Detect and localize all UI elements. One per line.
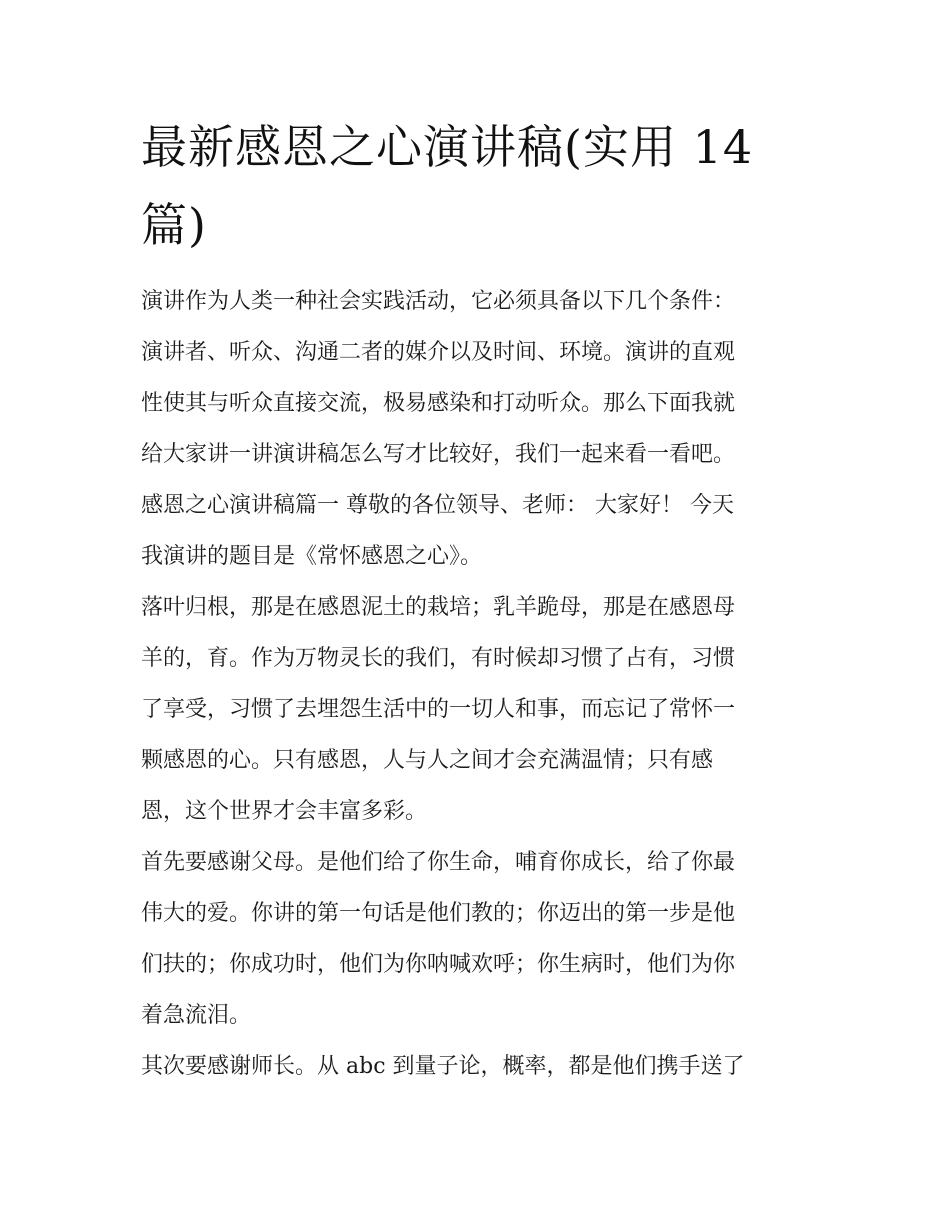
text-line: 首先要感谢父母。是他们给了你生命，哺育你成长，给了你最 — [141, 850, 736, 875]
text-line: 羊的，育。作为万物灵长的我们，有时候却习惯了占有，习惯 — [141, 646, 736, 671]
text-line: 伟大的爱。你讲的第一句话是他们教的；你迈出的第一步是他 — [141, 901, 736, 926]
text-line: 我演讲的题目是《常怀感恩之心》。 — [141, 544, 483, 569]
text-line: 性使其与听众直接交流，极易感染和打动听众。那么下面我就 — [141, 391, 736, 416]
text-line: 了享受，习惯了去埋怨生活中的一切人和事，而忘记了常怀一 — [141, 697, 736, 722]
document-title-line: 最新感恩之心演讲稿(实用 14 — [141, 120, 754, 174]
paragraph-teachers — [141, 1041, 821, 1092]
text-line: 给大家讲一讲演讲稿怎么写才比较好，我们一起来看一看吧。 — [141, 442, 736, 467]
text-line: 们扶的；你成功时，他们为你呐喊欢呼；你生病时，他们为你 — [141, 952, 736, 977]
text-line: 感恩之心演讲稿篇一 尊敬的各位领导、老师： 大家好！ 今天 — [141, 493, 734, 518]
document-body — [141, 276, 821, 1092]
text-line: 其次要感谢师长。从 abc 到量子论，概率，都是他们携手送了 — [141, 1054, 745, 1079]
text-line: 恩，这个世界才会丰富多彩。 — [141, 799, 428, 824]
text-line: 演讲者、听众、沟通二者的媒介以及时间、环境。演讲的直观 — [141, 340, 736, 365]
text-line: 颗感恩的心。只有感恩，人与人之间才会充满温情；只有感 — [141, 748, 714, 773]
text-line: 演讲作为人类一种社会实践活动，它必须具备以下几个条件： — [141, 289, 736, 314]
text-line: 落叶归根，那是在感恩泥土的栽培；乳羊跪母，那是在感恩母 — [141, 595, 736, 620]
text-line: 着急流泪。 — [141, 1003, 252, 1028]
paragraph-gratitude — [141, 582, 821, 837]
document-title-line: 篇) — [141, 198, 207, 252]
document-title — [141, 108, 791, 264]
paragraph-intro — [141, 276, 821, 582]
paragraph-parents — [141, 837, 821, 1041]
